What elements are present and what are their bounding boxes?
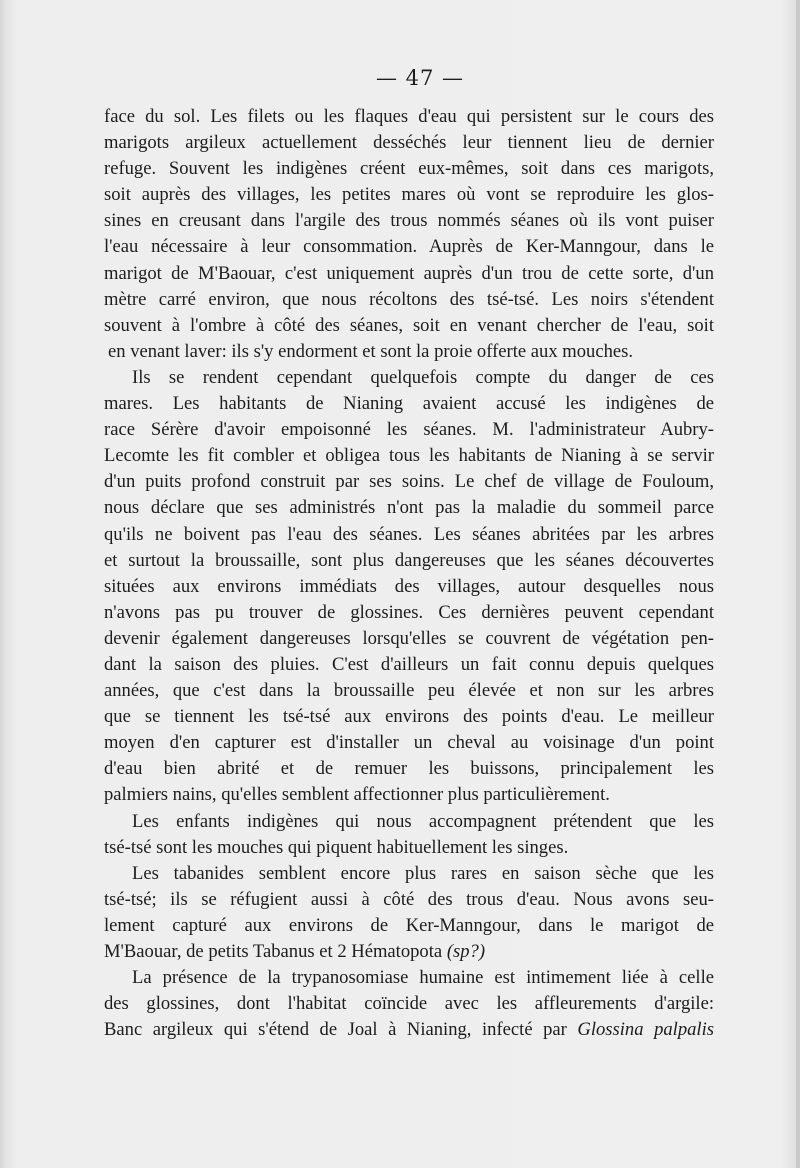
text-line: d'un puits profond construit par ses soins. Le chef de village de Fouloum, [104,471,714,493]
text-line: devenir également dangereuses lorsqu'elles se couvrent de végétation pen- [104,627,714,649]
text-line: des glossines, dont l'habitat coïncide avec les affleurements d'argile: [104,993,714,1015]
text-line: situées aux environs immédiats des villages, autour desquelles nous [104,575,714,597]
text-line: souvent à l'ombre à côté des séanes, soit en venant chercher de l'eau, soit [104,314,714,336]
text-line: l'eau nécessaire à leur consommation. Auprès de Ker-Manngour, dans le [104,236,714,258]
text-line: sines en creusant dans l'argile des trous nommés séanes où ils vont puiser [104,210,714,232]
text-line: Lecomte les fit combler et obligea tous les habitants de Nianing à se servir [104,445,714,467]
text-line: dant la saison des pluies. C'est d'ailleurs un fait connu depuis quelques [104,653,714,675]
text-fragment: Banc argileux qui s'étend de Joal à Nianing, infecté par [104,1019,567,1041]
paragraph-start-line: Ils se rendent cependant quelquefois compte du danger de ces [132,366,714,388]
text-line: race Sérère d'avoir empoisonné les séanes. M. l'administrateur Aubry- [104,419,714,441]
text-line: mares. Les habitants de Nianing avaient accusé les indigènes de [104,393,714,415]
text-line: qu'ils ne boivent pas l'eau des séanes. Les séanes abritées par les arbres [104,523,714,545]
paragraph-start-line: Les tabanides semblent encore plus rares en saison sèche que les [132,862,714,884]
text-line: face du sol. Les filets ou les flaques d'eau qui persistent sur le cours des [104,106,714,127]
text-line: années, que c'est dans la broussaille peu élevée et non sur les arbres [104,680,714,702]
text-line: lement capturé aux environs de Ker-Manngour, dans le marigot de [104,914,714,936]
paragraph-start-line: La présence de la trypanosomiase humaine est intimement liée à celle [132,967,714,989]
text-line: que se tiennent les tsé-tsé aux environs des points d'eau. Le meilleur [104,706,714,728]
text-line: soit auprès des villages, les petites mares où vont se reproduire les glos- [104,184,714,206]
text-line: en venant laver: ils s'y endorment et sont la proie offerte aux mouches. [108,340,634,362]
page-edge-shadow [796,0,800,1168]
text-line: n'avons pas pu trouver de glossines. Ces dernières peuvent cependant [104,601,714,623]
text-line: marigots argileux actuellement desséchés leur tiennent lieu de dernier [104,132,714,154]
text-line: refuge. Souvent les indigènes créent eux-mêmes, soit dans ces marigots, [104,158,714,180]
page-number: — 47 — [375,66,465,90]
text-line: palmiers nains, qu'elles semblent affectionner plus particulièrement. [104,784,610,806]
text-fragment: M'Baouar, de petits Tabanus et 2 Hématopota [104,941,443,962]
body-text [104,104,714,1043]
text-line: et surtout la broussaille, sont plus dangereuses que les séanes découvertes [104,549,714,571]
text-line: tsé-tsé sont les mouches qui piquent habituellement les singes. [104,836,569,858]
text-line: moyen d'en capturer est d'installer un cheval au voisinage d'un point [104,732,714,754]
text-line: nous déclare que ses administrés n'ont pas la maladie du sommeil parce [104,497,714,519]
text-line: tsé-tsé; ils se réfugient aussi à côté des trous d'eau. Nous avons seu- [104,888,714,910]
italic-species-note: (sp?) [446,941,486,962]
text-line [104,1017,714,1043]
paragraph-start-line: Les enfants indigènes qui nous accompagnent prétendent que les [132,810,714,832]
text-line [104,939,714,965]
italic-species-name: Glossina palpalis [577,1019,714,1041]
text-line: marigot de M'Baouar, c'est uniquement auprès d'un trou de cette sorte, d'un [104,262,714,284]
text-line: d'eau bien abrité et de remuer les buissons, principalement les [104,758,714,780]
text-line: mètre carré environ, que nous récoltons des tsé-tsé. Les noirs s'étendent [104,288,714,310]
